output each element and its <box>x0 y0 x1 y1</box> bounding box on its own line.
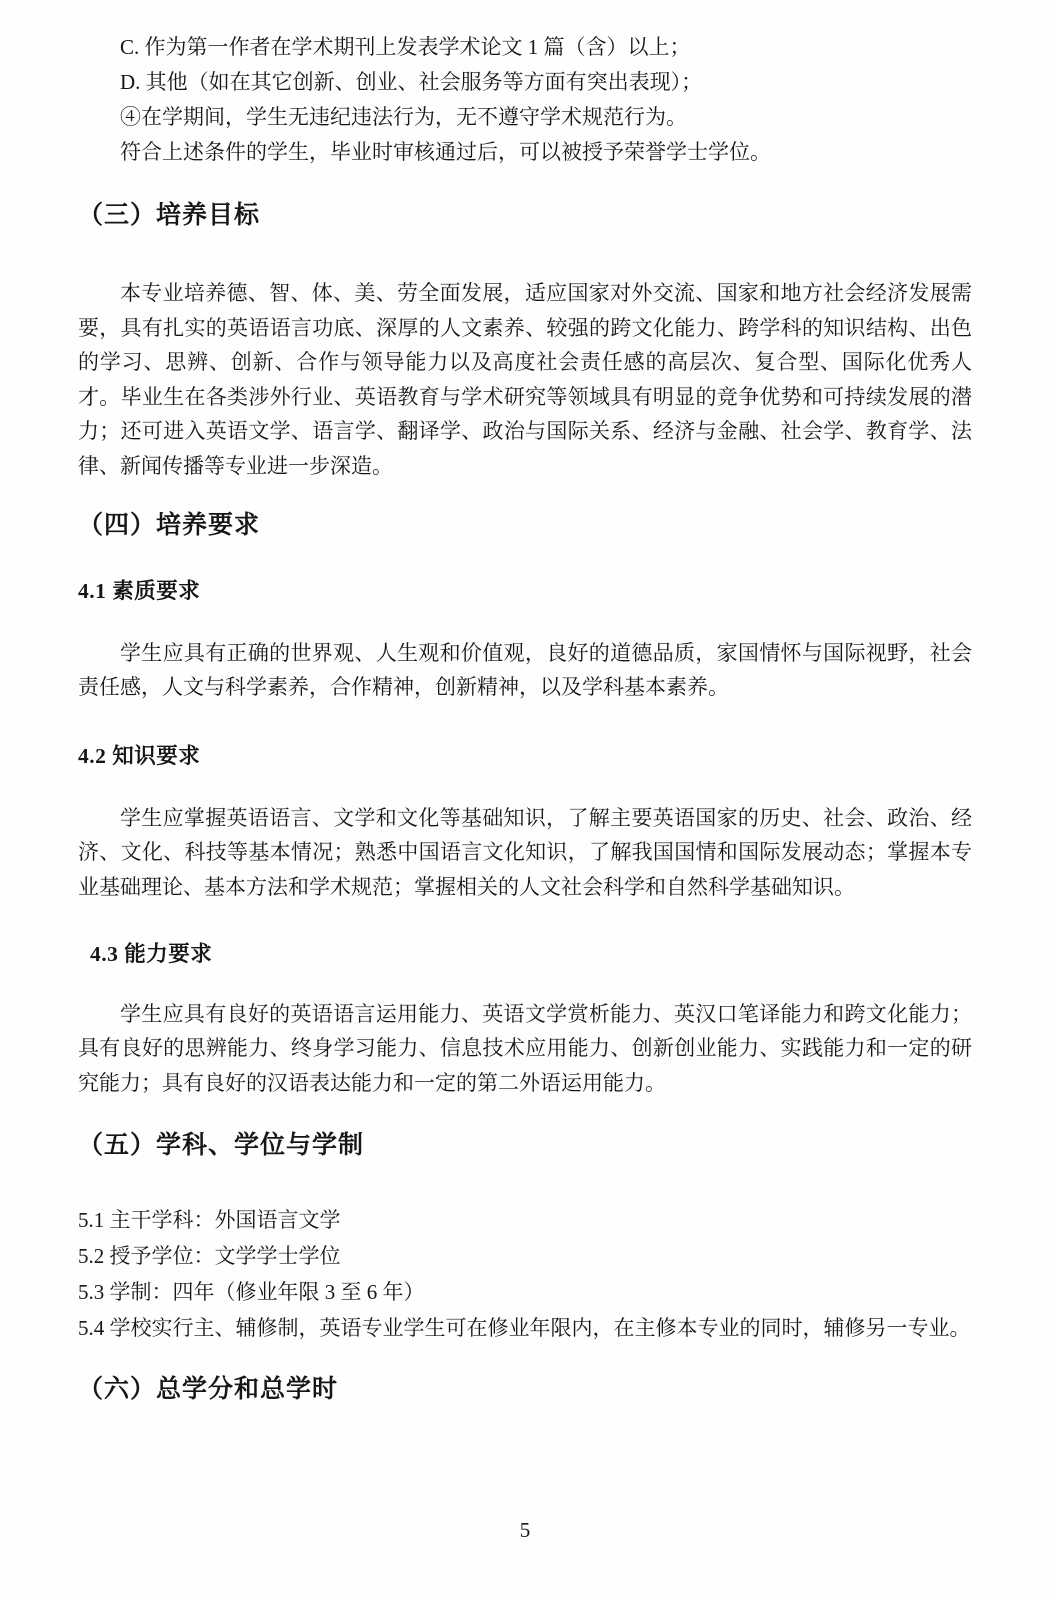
honor-condition-line-4: ④在学期间，学生无违纪违法行为，无不遵守学术规范行为。 <box>120 105 687 129</box>
knowledge-requirements-paragraph: 学生应掌握英语语言、文学和文化等基础知识，了解主要英语国家的历史、社会、政治、经济、文化、科技等基本情况；熟悉中国语言文化知识，了解我国国情和国际发展动态；掌握本专业基础理论、基本方法和学术规范；掌握相关的人文社会科学和自然科学基础知识。 <box>78 805 972 899</box>
quality-requirements-paragraph: 学生应具有正确的世界观、人生观和价值观，良好的道德品质，家国情怀与国际视野，社会责任感，人文与科学素养，合作精神，创新精神，以及学科基本素养。 <box>78 640 972 700</box>
list-item-minor-system: 5.4 学校实行主、辅修制，英语专业学生可在修业年限内，在主修本专业的同时，辅修另一专业。 <box>78 1316 971 1341</box>
page-footer <box>78 1516 972 1544</box>
list-item-degree-awarded: 5.2 授予学位：文学学士学位 <box>78 1244 341 1269</box>
training-objectives-paragraph: 本专业培养德、智、体、美、劳全面发展，适应国家对外交流、国家和地方社会经济发展需要，具有扎实的英语语言功底、深厚的人文素养、较强的跨文化能力、跨学科的知识结构、出色的学习、思辨、创新、合作与领导能力以及高度社会责任感的高层次、复合型、国际化优秀人才。毕业生在各类涉外行业、英语教育与学术研究等领域具有明显的竞争优势和可持续发展的潜力；还可进入英语文学、语言学、翻译学、政治与国际关系、经济与金融、社会学、教育学、法律、新闻传播等专业进一步深造。 <box>78 281 972 478</box>
subsection-heading-ability-requirements: 4.3 能力要求 <box>90 941 213 966</box>
list-item-program-length: 5.3 学制：四年（修业年限 3 至 6 年） <box>78 1280 425 1305</box>
section-heading-training-requirements: （四）培养要求 <box>78 510 261 539</box>
section-heading-total-credits-hours: （六）总学分和总学时 <box>78 1375 339 1404</box>
ability-requirements-paragraph: 学生应具有良好的英语语言运用能力、英语文学赏析能力、英汉口笔译能力和跨文化能力；具有良好的思辨能力、终身学习能力、信息技术应用能力、创新创业能力、实践能力和一定的研究能力；具有良好的汉语表达能力和一定的第二外语运用能力。 <box>78 1001 972 1095</box>
page-number: 5 <box>519 1518 531 1543</box>
honor-condition-line-c: C. 作为第一作者在学术期刊上发表学术论文 1 篇（含）以上； <box>120 35 691 59</box>
honor-condition-line-d: D. 其他（如在其它创新、创业、社会服务等方面有突出表现）； <box>120 70 703 94</box>
subsection-heading-quality-requirements: 4.1 素质要求 <box>78 578 201 603</box>
honor-condition-summary: 符合上述条件的学生，毕业时审核通过后，可以被授予荣誉学士学位。 <box>120 140 771 164</box>
section-heading-discipline-degree-duration: （五）学科、学位与学制 <box>78 1131 365 1160</box>
honor-conditions-block <box>120 30 972 170</box>
subsection-heading-knowledge-requirements: 4.2 知识要求 <box>78 743 201 768</box>
section-heading-training-objectives: （三）培养目标 <box>78 201 261 229</box>
list-item-core-discipline: 5.1 主干学科：外国语言文学 <box>78 1208 341 1233</box>
discipline-degree-list <box>78 1202 972 1346</box>
